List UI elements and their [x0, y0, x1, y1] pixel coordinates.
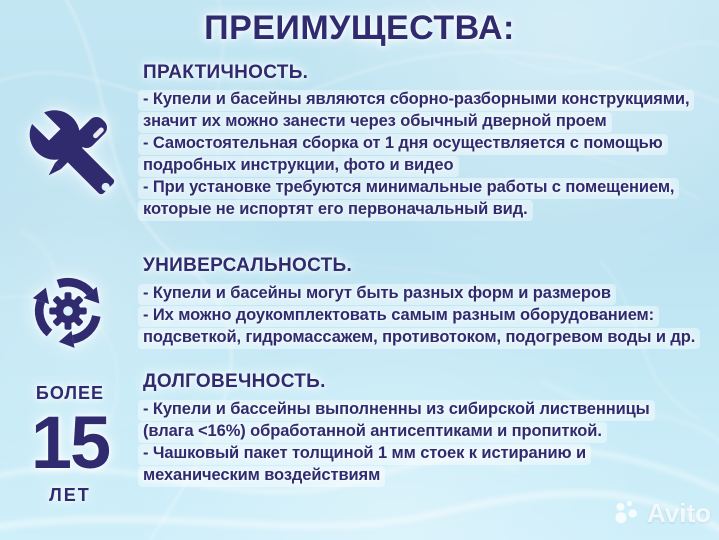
- section-body-durability: [143, 400, 655, 488]
- section-heading-universality: УНИВЕРСАЛЬНОСТЬ.: [143, 255, 353, 276]
- avito-logo-icon: [612, 497, 644, 527]
- text-line: подсветкой, гидромассажем, противотоком, подогревом воды и др.: [143, 328, 700, 350]
- text-line: - При установке требуются минимальные работы с помещением,: [143, 178, 694, 200]
- section-body-practicality: [143, 90, 694, 222]
- text-line: - Купели и басейны могут быть разных форм и размеров: [143, 284, 700, 306]
- cycle-gear-icon: [20, 263, 116, 359]
- text-line: механическим воздействиям: [143, 466, 655, 488]
- section-heading-practicality: ПРАКТИЧНОСТЬ.: [143, 62, 309, 83]
- page-title: ПРЕИМУЩЕСТВА:: [204, 9, 515, 47]
- wrench-handle-hole: [102, 183, 110, 191]
- badge-value: 15: [30, 401, 110, 484]
- text-line: (влага <16%) обработанной антисептиками и пропиткой.: [143, 422, 655, 444]
- text-line: - Купели и бассейны выполненны из сибирской лиственницы: [143, 400, 655, 422]
- gear-center-hole: [63, 306, 73, 316]
- text-line: подробных инструкции, фото и видео: [143, 156, 694, 178]
- experience-badge: [16, 384, 124, 504]
- text-line: значит их можно занести через обычный дверной проем: [143, 112, 694, 134]
- tools-icon: [26, 106, 118, 198]
- text-line: - Купели и басейны являются сборно-разборными конструкциями,: [143, 90, 694, 112]
- text-line: которые не испортят его первоначальный вид.: [143, 200, 694, 222]
- text-line: - Чашковый пакет толщиной 1 мм стоек к истиранию и: [143, 444, 655, 466]
- section-body-universality: [143, 284, 700, 350]
- avito-wordmark: Avito: [647, 498, 712, 528]
- avito-watermark: [612, 497, 711, 529]
- text-line: - Самостоятельная сборка от 1 дня осуществляется с помощью: [143, 134, 694, 156]
- section-heading-durability: ДОЛГОВЕЧНОСТЬ.: [143, 371, 326, 392]
- text-line: - Их можно доукомплектовать самым разным оборудованием:: [143, 306, 700, 328]
- badge-bottom-label: ЛЕТ: [49, 485, 91, 505]
- badge-top-label: БОЛЕЕ: [35, 383, 105, 403]
